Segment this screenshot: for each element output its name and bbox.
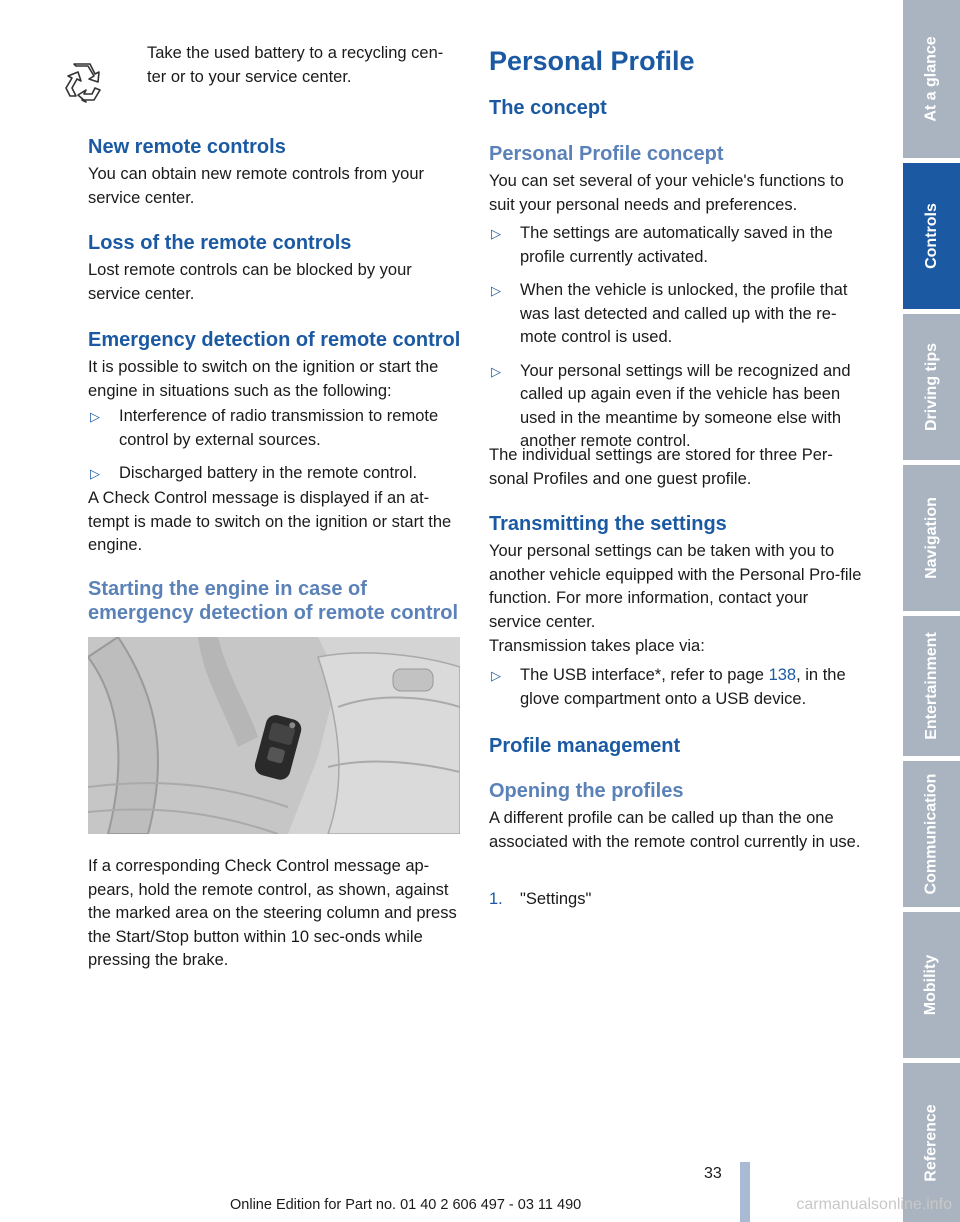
new-remote-heading: New remote controls	[88, 136, 286, 158]
triangle-bullet-icon: ▷	[491, 226, 501, 241]
list-item: ▷ Interference of radio transmission to remote control by external sources.	[90, 407, 439, 449]
loss-body: Lost remote controls can be blocked by your service center.	[88, 261, 412, 303]
profile-management-heading: Profile management	[489, 735, 681, 757]
opening-steps	[489, 888, 861, 912]
opening-profiles-heading: Opening the profiles	[489, 780, 684, 802]
emergency-list	[88, 405, 462, 486]
steering-column-remote-illustration	[88, 637, 460, 834]
page-number: 33	[704, 1165, 722, 1182]
emergency-body: It is possible to switch on the ignition or start the engine in situations such as the following:	[88, 358, 439, 400]
emergency-heading: Emergency detection of remote control	[88, 329, 461, 351]
tab-controls[interactable]: Controls	[903, 163, 960, 309]
pp-concept-list	[489, 222, 861, 454]
tab-driving-tips[interactable]: Driving tips	[903, 314, 960, 460]
opening-profiles-body: A different profile can be called up than the one associated with the remote control currently in use.	[489, 809, 861, 851]
tab-navigation[interactable]: Navigation	[903, 465, 960, 611]
tab-reference[interactable]: Reference	[903, 1063, 960, 1222]
transmitting-via: Transmission takes place via:	[489, 637, 705, 655]
list-item: ▷ When the vehicle is unlocked, the profile that was last detected and called up with the re-mote control is used.	[491, 281, 848, 346]
tab-mobility[interactable]: Mobility	[903, 912, 960, 1058]
pp-concept-after: The individual settings are stored for three Per-sonal Profiles and one guest profile.	[489, 446, 833, 488]
list-item: ▷ Your personal settings will be recognized and called up again even if the vehicle has been used in the meantime by someone else with another remote control.	[491, 361, 851, 450]
triangle-bullet-icon: ▷	[491, 363, 501, 379]
list-item: ▷ Discharged battery in the remote control.	[88, 462, 462, 486]
recycling-note-text: Take the used battery to a recycling cen-ter or to your service center.	[147, 44, 444, 86]
list-item: ▷ The settings are automatically saved in the profile currently activated.	[491, 224, 833, 266]
chapter-sidebar	[903, 0, 960, 1222]
tab-communication[interactable]: Communication	[903, 761, 960, 907]
emergency-after: A Check Control message is displayed if an at-tempt is made to switch on the ignition or start the engine.	[88, 489, 452, 554]
loss-heading: Loss of the remote controls	[88, 232, 352, 254]
recycle-icon	[58, 58, 106, 106]
list-item: ▷ The USB interface*, refer to page 138, in the glove compartment onto a USB device.	[491, 666, 846, 708]
transmitting-list	[489, 664, 861, 711]
watermark: carmanualsonline.info	[796, 1196, 952, 1213]
concept-heading: The concept	[489, 97, 607, 119]
triangle-bullet-icon: ▷	[90, 409, 100, 424]
triangle-bullet-icon: ▷	[491, 668, 501, 683]
starting-heading-line1: Starting the engine in case of	[88, 578, 367, 600]
edition-footer: Online Edition for Part no. 01 40 2 606 497 - 03 11 490	[230, 1197, 582, 1213]
page-title: Personal Profile	[489, 46, 695, 76]
pp-concept-heading: Personal Profile concept	[489, 143, 724, 165]
list-item: 1. "Settings"	[489, 890, 592, 908]
tab-at-a-glance[interactable]: At a glance	[903, 0, 960, 158]
page-reference-link[interactable]: 138	[768, 666, 797, 684]
starting-heading-line2: emergency detection of remote control	[88, 602, 459, 624]
triangle-bullet-icon: ▷	[491, 283, 501, 298]
triangle-bullet-icon: ▷	[90, 466, 100, 481]
pp-concept-body: You can set several of your vehicle's functions to suit your personal needs and preferences.	[489, 172, 844, 214]
new-remote-body: You can obtain new remote controls from your service center.	[88, 165, 424, 207]
starting-caption: If a corresponding Check Control message ap-pears, hold the remote control, as shown, against the marked area on the steering column and press the Start/Stop button within 10 sec-onds while pressing the brake.	[88, 857, 457, 969]
tab-entertainment[interactable]: Entertainment	[903, 616, 960, 756]
page-number-bar	[740, 1162, 750, 1222]
transmitting-body: Your personal settings can be taken with you to another vehicle equipped with the Personal Pro-file function. For more information, contact your service center.	[489, 542, 862, 631]
transmitting-heading: Transmitting the settings	[489, 513, 727, 535]
recycling-note	[58, 42, 462, 89]
